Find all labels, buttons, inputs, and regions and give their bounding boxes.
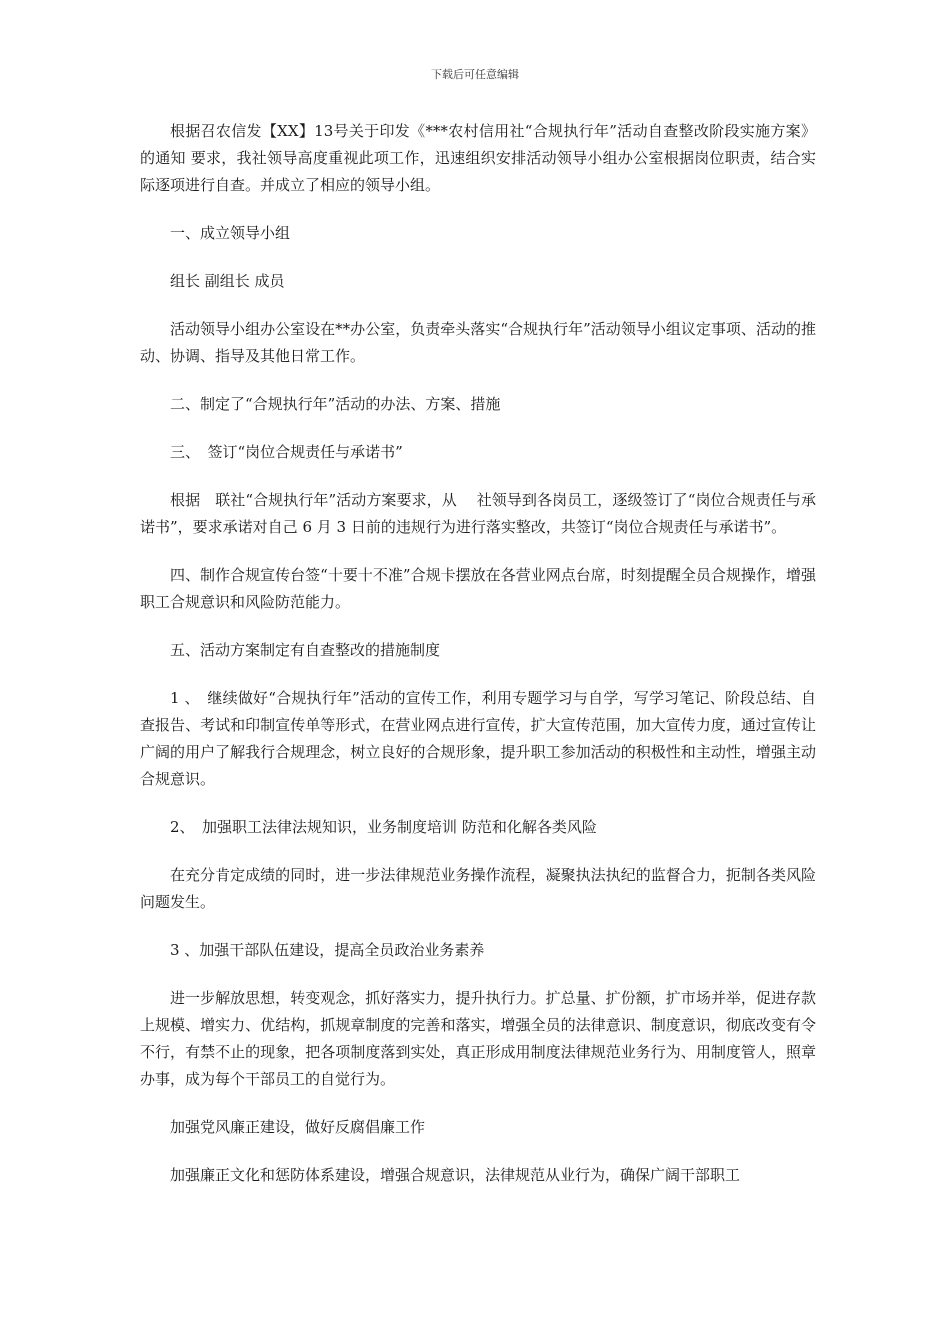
document-body — [140, 118, 816, 1210]
paragraph-members: 组长 副组长 成员 — [170, 272, 285, 290]
section-heading-1: 一、成立领导小组 — [170, 224, 291, 242]
list-item-2: 2、 加强职工法律法规知识，业务制度培训 防范和化解各类风险 — [170, 818, 597, 836]
paragraph-risk: 在充分肯定成绩的同时，进一步法律规范业务操作流程，凝聚执法执纪的监督合力，扼制各类风险问题发生。 — [140, 866, 816, 911]
paragraph-intro: 根据召农信发【XX】13号关于印发《***农村信用社“合规执行年”活动自查整改阶段实施方案》的通知 要求，我社领导高度重视此项工作，迅速组织安排活动领导小组办公室根据岗位职责，结合实际逐项进行自查。并成立了相应的领导小组。 — [140, 122, 816, 194]
section-heading-5: 五、活动方案制定有自查整改的措施制度 — [170, 641, 441, 659]
section-heading-2: 二、制定了“合规执行年”活动的办法、方案、措施 — [170, 395, 501, 413]
section-heading-3: 三、 签订“岗位合规责任与承诺书” — [170, 443, 403, 461]
paragraph-execution: 进一步解放思想，转变观念，抓好落实力，提升执行力。扩总量、扩份额，扩市场并举，促进存款上规模、增实力、优结构，抓规章制度的完善和落实，增强全员的法律意识、制度意识，彻底改变有令不行，有禁不止的现象，把各项制度落到实处，真正形成用制度法律规范业务行为、用制度管人，照章办事，成为每个干部员工的自觉行为。 — [140, 989, 816, 1088]
subheading-integrity: 加强党风廉正建设，做好反腐倡廉工作 — [170, 1118, 426, 1136]
section-heading-4: 四、制作合规宣传台签“十要十不准”合规卡摆放在各营业网点台席，时刻提醒全员合规操作，增强职工合规意识和风险防范能力。 — [140, 566, 816, 611]
page-header: 下载后可任意编辑 — [431, 68, 519, 81]
list-item-1: 1 、 继续做好“合规执行年”活动的宣传工作，利用专题学习与自学，写学习笔记、阶段总结、自查报告、考试和印制宣传单等形式，在营业网点进行宣传，扩大宣传范围，加大宣传力度，通过宣传让广阔的用户了解我行合规理念，树立良好的合规形象，提升职工参加活动的积极性和主动性，增强主动合规意识。 — [140, 689, 816, 788]
paragraph-office: 活动领导小组办公室设在**办公室，负责牵头落实“合规执行年”活动领导小组议定事项、活动的推动、协调、指导及其他日常工作。 — [140, 320, 816, 365]
list-item-3: 3 、加强干部队伍建设，提高全员政治业务素养 — [170, 941, 485, 959]
paragraph-commitment: 根据 联社“合规执行年”活动方案要求，从 社领导到各岗员工，逐级签订了“岗位合规责任与承诺书”，要求承诺对自己 6 月 3 日前的违规行为进行落实整改，共签订“岗位合规责任与承诺书”。 — [140, 491, 816, 536]
paragraph-integrity: 加强廉正文化和惩防体系建设，增强合规意识，法律规范从业行为，确保广阔干部职工 — [170, 1166, 741, 1184]
